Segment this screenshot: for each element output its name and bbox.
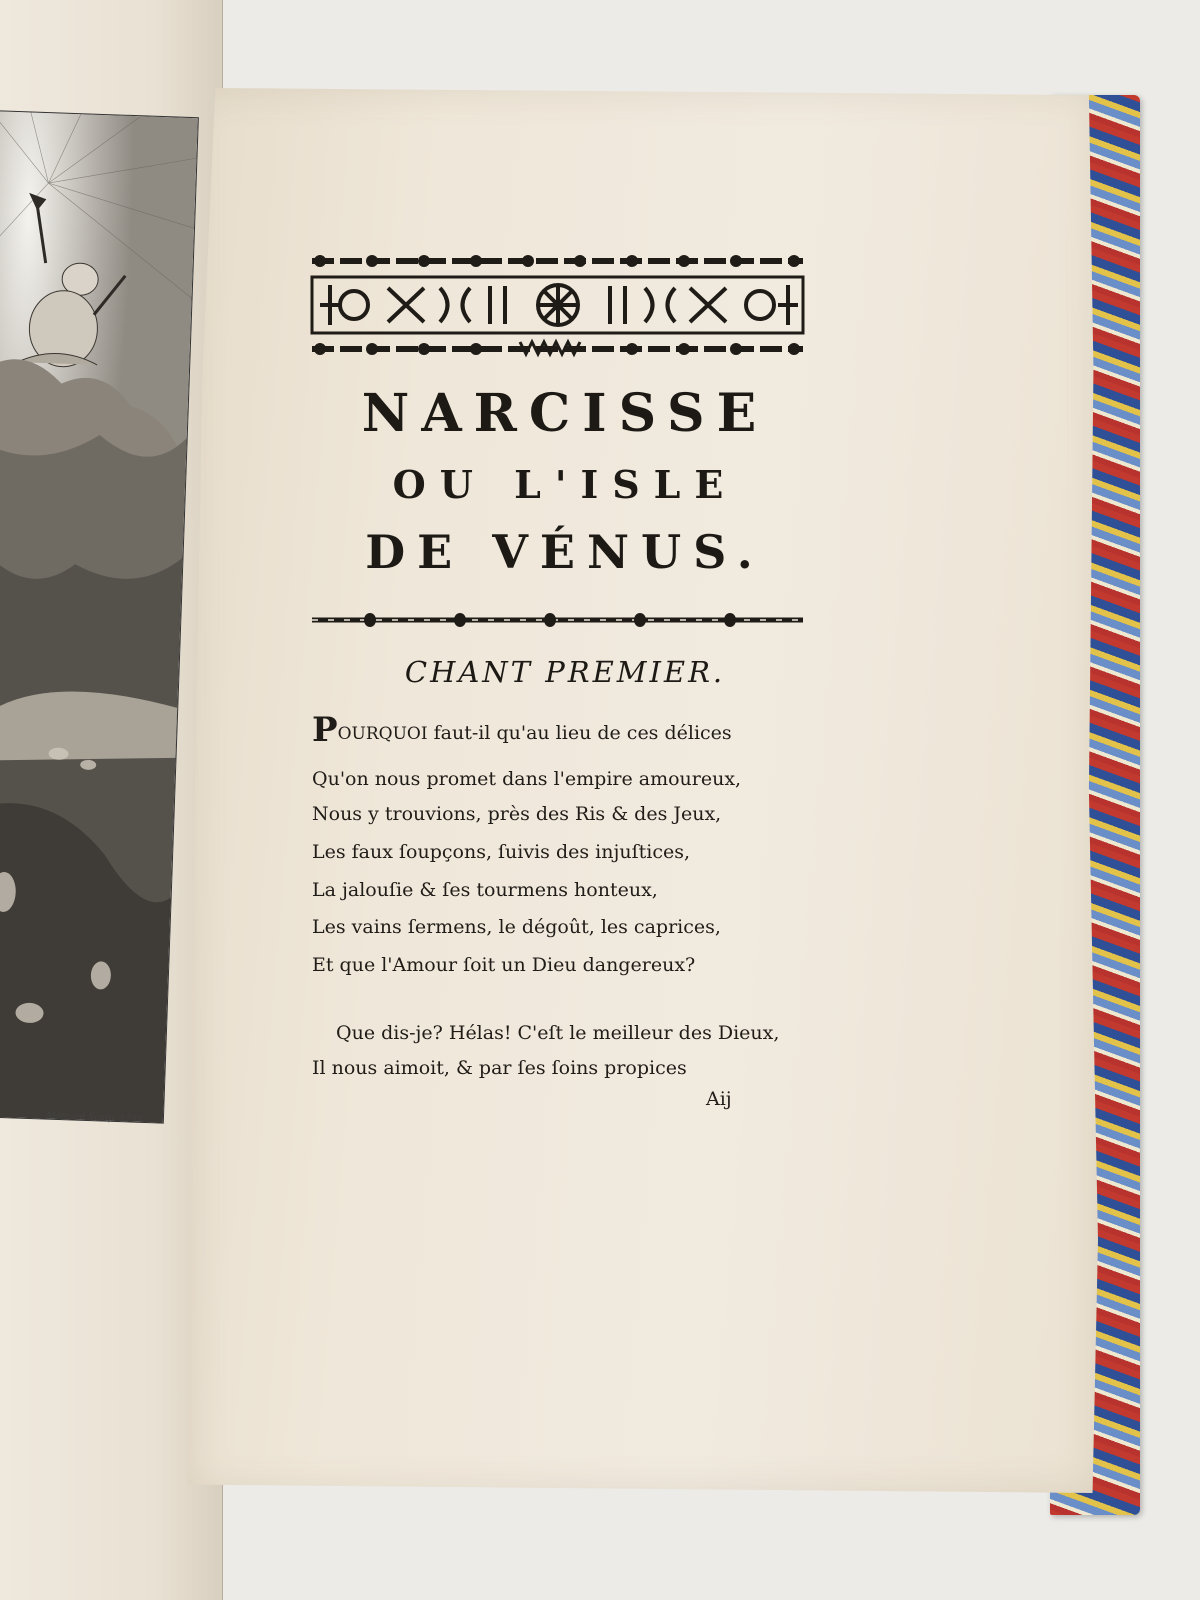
verse-line-8: Que dis-je? Hélas! C'eſt le meilleur des Dieux, xyxy=(336,1022,780,1044)
section-heading: CHANT PREMIER. xyxy=(404,655,726,689)
book-title: NARCISSE xyxy=(361,383,769,444)
book-subtitle-line-2: DE VÉNUS. xyxy=(365,525,765,579)
frontispiece-engraving xyxy=(0,110,199,1124)
verse-line-2: Qu'on nous promet dans l'empire amoureux, xyxy=(312,768,742,790)
verse-line-3: Nous y trouvions, près des Ris & des Jeux, xyxy=(312,803,722,825)
verse-line-7: Et que l'Amour ſoit un Dieu dangereux? xyxy=(312,954,696,976)
headpiece-middle-band xyxy=(312,277,803,333)
verse-text: faut-il qu'au lieu de ces délices xyxy=(433,722,732,744)
engraver-credit: Marcard Sculp. 1785. xyxy=(45,1111,146,1125)
book-subtitle-line-1: OU L'ISLE xyxy=(392,462,738,507)
signature-mark: Aij xyxy=(706,1088,732,1110)
ornamental-headpiece xyxy=(310,250,805,362)
first-word-small-caps: OURQUOI xyxy=(337,724,428,744)
verse-line-5: La jalouſie & ſes tourmens honteux, xyxy=(312,879,658,901)
headpiece-top-border xyxy=(312,255,803,267)
verse-line-6: Les vains ſermens, le dégoût, les caprices, xyxy=(312,916,721,938)
verse-line-4: Les faux ſoupçons, ſuivis des injuſtices, xyxy=(312,841,691,863)
headpiece-bottom-border xyxy=(312,342,803,355)
verse-line-9: Il nous aimoit, & par ſes ſoins propices xyxy=(312,1057,687,1079)
verse-line-1 xyxy=(312,710,732,750)
rope-divider xyxy=(310,612,805,628)
drop-cap: P xyxy=(312,710,338,750)
